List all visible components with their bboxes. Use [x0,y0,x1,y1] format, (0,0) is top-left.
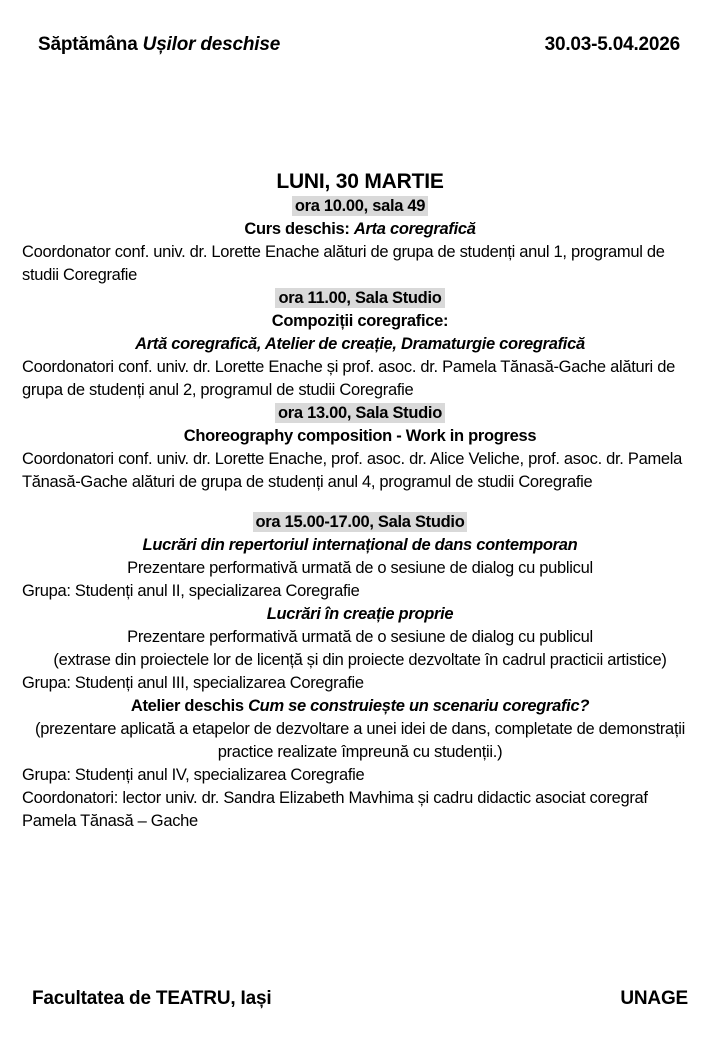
event-title-creatie-proprie: Lucrări în creație proprie [266,605,454,623]
event-description: Prezentare performativă urmată de o sesiune de dialog cu publicul [127,628,593,646]
university-name: UNAGE [620,988,688,1009]
event-title-repertoriu: Lucrări din repertoriul internațional de dans contemporan [142,536,578,554]
day-heading: LUNI, 30 MARTIE [276,170,444,193]
document-header [0,0,720,56]
event-title-atelier [22,695,698,718]
event-description: Prezentare performativă urmată de o sesiune de dialog cu publicul [127,559,593,577]
coordinator-text: Coordonatori conf. univ. dr. Lorette Enache și prof. asoc. dr. Pamela Tănasă-Gache alături de grupa de studenți anul 2, programul de studii Coregrafie [22,358,675,399]
group-line-anul-4: Grupa: Studenți anul IV, specializarea Coregrafie [22,766,365,784]
coordinator-text: Coordonatori conf. univ. dr. Lorette Enache, prof. asoc. dr. Alice Veliche, prof. asoc. dr. Pamela Tănasă-Gache alături de grupa de studenți anul 4, programul de studii Coregrafie [22,450,683,491]
time-slot-highlight: ora 11.00, Sala Studio [275,288,444,308]
section-spacer [22,494,698,511]
event-title-name: Arta coregrafică [353,220,476,238]
date-range: 30.03-5.04.2026 [544,34,680,55]
week-title-text: Săptămâna [38,34,138,55]
event-title-curs-deschis [22,218,698,241]
time-slot-1000 [22,195,698,218]
event-note-prezentare: (prezentare aplicată a etapelor de dezvoltare a unei idei de dans, completate de demonstrații practice realizate împreună cu studenții.) [35,720,685,761]
event-title-name: Cum se construiește un scenariu coregrafic? [248,697,590,715]
group-line-anul-3: Grupa: Studenți anul III, specializarea Coregrafie [22,674,364,692]
coordinator-text: Coordonatori: lector univ. dr. Sandra Elizabeth Mavhima și cadru didactic asociat coregraf Pamela Tănasă – Gache [22,789,648,830]
coordinator-text: Coordonator conf. univ. dr. Lorette Enache alături de grupa de studenți anul 1, programul de studii Coregrafie [22,243,665,284]
event-title-choreography: Choreography composition - Work in progress [183,427,537,445]
event-note-extrase: (extrase din proiectele lor de licență și din proiecte dezvoltate în cadrul practicii artistice) [53,651,667,669]
schedule-content [0,168,720,833]
event-title-compozitii: Compoziții coregrafice: [271,312,449,330]
time-slot-1500-1700 [22,511,698,534]
group-line-anul-2: Grupa: Studenți anul II, specializarea Coregrafie [22,582,360,600]
time-slot-highlight: ora 13.00, Sala Studio [275,403,445,423]
event-subtitle-compozitii: Artă coregrafică, Atelier de creație, Dramaturgie coregrafică [135,335,585,353]
faculty-name: Facultatea de TEATRU, Iași [32,988,272,1009]
event-title-label: Curs deschis: [244,220,350,238]
time-slot-1100 [22,287,698,310]
event-title-label: Atelier deschis [130,697,244,715]
time-slot-highlight: ora 15.00-17.00, Sala Studio [253,512,468,532]
time-slot-1300 [22,402,698,425]
document-footer [0,988,720,1040]
week-title [38,34,280,56]
time-slot-highlight: ora 10.00, sala 49 [292,196,428,216]
week-title-emphasis: Ușilor deschise [142,34,281,55]
